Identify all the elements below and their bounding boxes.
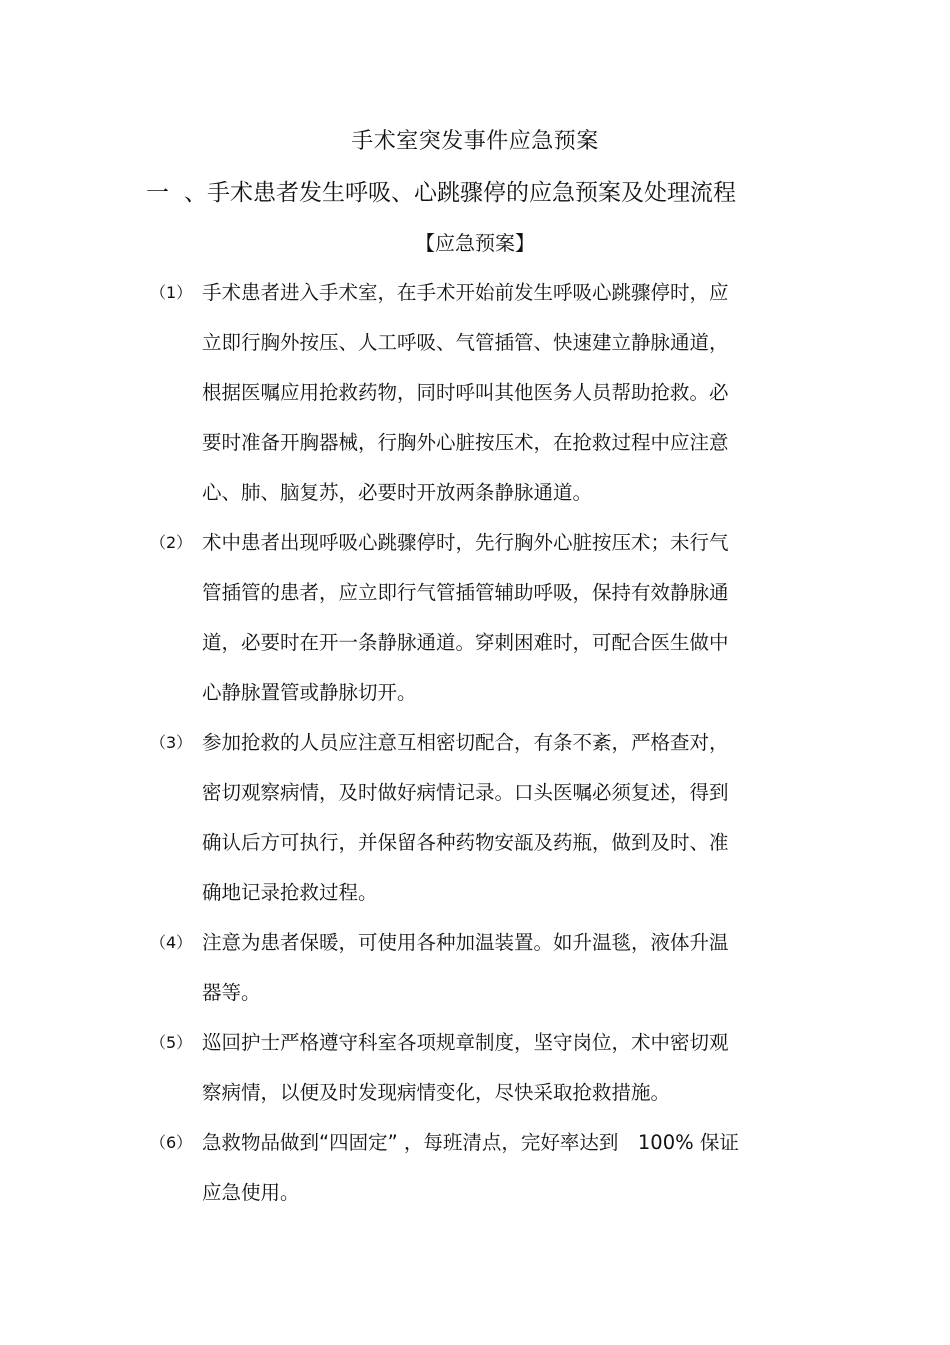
item-line: 心、肺、脑复苏，必要时开放两条静脉通道。 [202, 481, 593, 504]
item-body [202, 718, 822, 918]
item-line: 术中患者出现呼吸心跳骤停时，先行胸外心脏按压术；未行气 [202, 531, 729, 554]
item-line: 道，必要时在开一条静脉通道。穿刺困难时，可配合医生做中 [202, 631, 729, 654]
item-marker: （5） [150, 1033, 193, 1052]
item-line: 察病情，以便及时发现病情变化，尽快采取抢救措施。 [202, 1081, 671, 1104]
subheading: 【应急预案】 [415, 231, 535, 255]
item-line: 确地记录抢救过程。 [202, 881, 378, 904]
item-body [202, 1118, 822, 1218]
item-line: 管插管的患者，应立即行气管插管辅助呼吸，保持有效静脉通 [202, 581, 729, 604]
item-line: 巡回护士严格遵守科室各项规章制度，坚守岗位，术中密切观 [202, 1031, 729, 1054]
section-number: 一 [146, 180, 169, 206]
item-line: 急救物品做到“四固定” ，每班清点，完好率达到 100% 保证 [202, 1131, 739, 1154]
item-line: 应急使用。 [202, 1181, 300, 1204]
item-line: 参加抢救的人员应注意互相密切配合，有条不紊，严格查对， [202, 731, 729, 754]
item-line: 器等。 [202, 981, 261, 1004]
section-heading-text: 、手术患者发生呼吸、心跳骤停的应急预案及处理流程 [184, 180, 736, 206]
document-title: 手术室突发事件应急预案 [351, 129, 599, 154]
item-body [202, 918, 822, 1018]
item-line: 注意为患者保暖，可使用各种加温装置。如升温毯，液体升温 [202, 931, 729, 954]
item-line: 确认后方可执行，并保留各种药物安瓿及药瓶，做到及时、准 [202, 831, 729, 854]
item-marker: （6） [150, 1133, 193, 1152]
item-marker: （4） [150, 933, 193, 952]
section-heading [146, 176, 736, 210]
item-line: 要时准备开胸器械，行胸外心脏按压术，在抢救过程中应注意 [202, 431, 729, 454]
item-line: 手术患者进入手术室，在手术开始前发生呼吸心跳骤停时，应 [202, 281, 729, 304]
item-line: 心静脉置管或静脉切开。 [202, 681, 417, 704]
item-body [202, 518, 822, 718]
item-body [202, 268, 822, 518]
item-line: 立即行胸外按压、人工呼吸、气管插管、快速建立静脉通道， [202, 331, 729, 354]
item-marker: （1） [150, 283, 193, 302]
item-marker: （2） [150, 533, 193, 552]
item-line: 根据医嘱应用抢救药物，同时呼叫其他医务人员帮助抢救。必 [202, 381, 729, 404]
item-body [202, 1018, 822, 1118]
item-line: 密切观察病情，及时做好病情记录。口头医嘱必须复述，得到 [202, 781, 729, 804]
item-marker: （3） [150, 733, 193, 752]
